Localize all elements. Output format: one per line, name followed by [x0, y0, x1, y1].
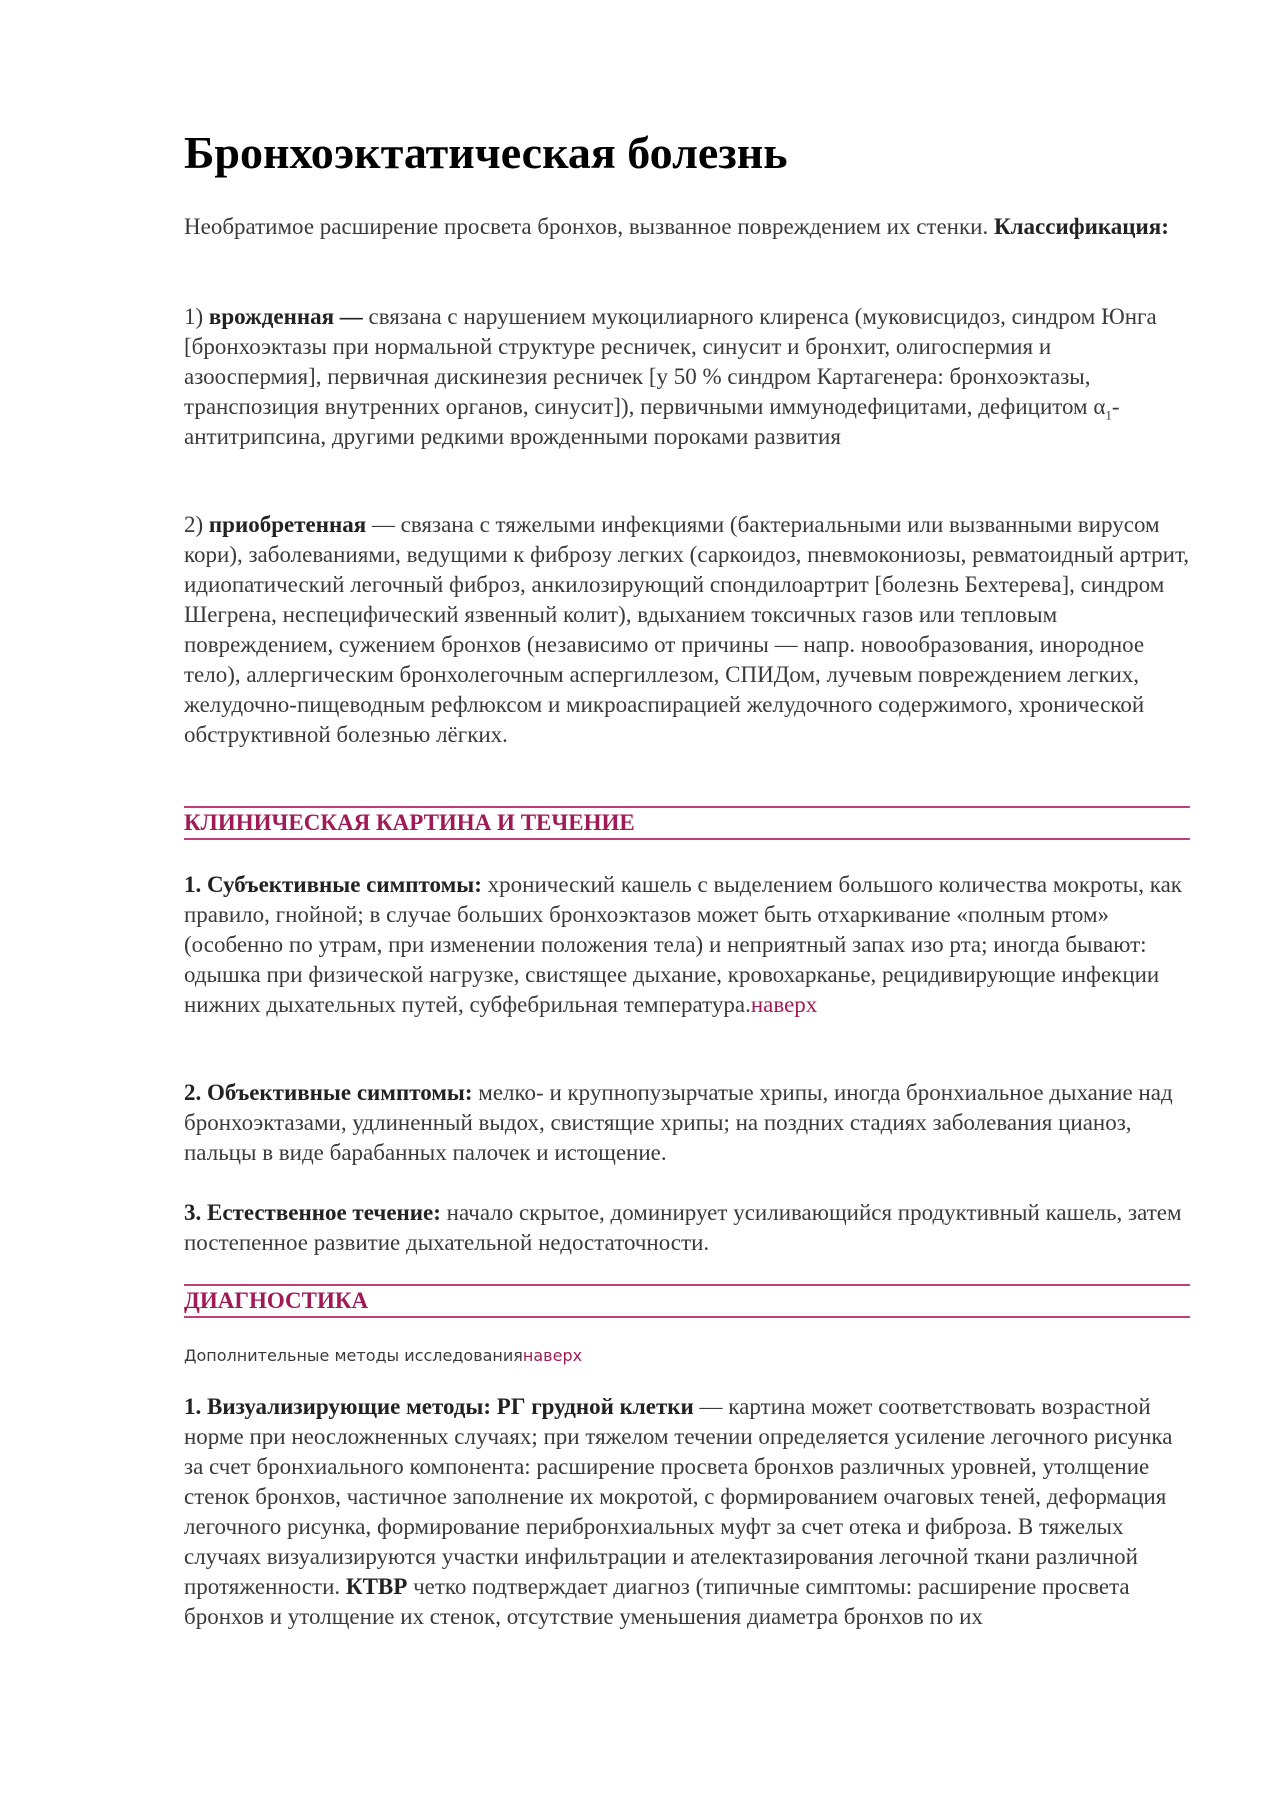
objective-paragraph	[184, 1078, 1190, 1168]
intro-paragraph	[184, 212, 1190, 242]
additional-methods-line	[184, 1345, 1190, 1367]
additional-methods-text: Дополнительные методы исследования	[184, 1346, 523, 1365]
natural-course-label: 3. Естественное течение:	[184, 1200, 441, 1225]
page-title: Бронхоэктатическая болезнь	[184, 127, 788, 178]
acquired-number: 2)	[184, 512, 204, 537]
congenital-paragraph	[184, 302, 1190, 452]
congenital-text-end: -антитрипсина, другими редкими врожденными пороками развития	[184, 394, 1120, 449]
hrct-term: КТВР	[345, 1574, 408, 1599]
objective-text: мелко- и крупнопузырчатые хрипы, иногда бронхиальное дыхание над бронхоэктазами, удлиненный выдох, свистящие хрипы; на поздних стадиях заболевания цианоз, пальцы в виде барабанных палочек и истощение.	[184, 1080, 1173, 1165]
acquired-term: приобретенная	[208, 512, 367, 537]
natural-course-text: начало скрытое, доминирует усиливающийся продуктивный кашель, затем постепенное развитие дыхательной недостаточности.	[184, 1200, 1182, 1255]
section-diagnostics-title: ДИАГНОСТИКА	[184, 1288, 369, 1313]
section-header-diagnostics	[184, 1284, 1190, 1318]
back-to-top-link-2[interactable]: наверх	[522, 1346, 583, 1365]
section-header-clinical	[184, 806, 1190, 840]
subjective-paragraph	[184, 870, 1190, 1020]
imaging-paragraph	[184, 1392, 1190, 1632]
imaging-text: — картина может соответствовать возрастной норме при неосложненных случаях; при тяжелом течении определяется усиление легочного рисунка за счет бронхиального компонента: расширение просвета бронхов различных уровней, утолщение стенок бронхов, частичное заполнение их мокротой, с формированием очаговых теней, деформация легочного рисунка, формирование перибронхиальных муфт за счет отека и фиброза. В тяжелых случаях визуализируются участки инфильтрации и ателектазирования легочной ткани различной протяженности.	[184, 1394, 1173, 1599]
acquired-text: — связана с тяжелыми инфекциями (бактериальными или вызванными вирусом кори), заболеваниями, ведущими к фиброзу легких (саркоидоз, пневмокониозы, ревматоидный артрит, идиопатический легочный фиброз, анкилозирующий спондилоартрит [болезнь Бехтерева], синдром Шегрена, неспецифический язвенный колит), вдыханием токсичных газов или тепловым повреждением, сужением бронхов (независимо от причины — напр. новообразования, инородное тело), аллергическим бронхолегочным аспергиллезом, СПИДом, лучевым повреждением легких, желудочно-пищеводным рефлюксом и микроаспирацией желудочного содержимого, хронической обструктивной болезнью лёгких.	[184, 512, 1190, 747]
congenital-number: 1)	[184, 304, 204, 329]
congenital-text: связана с нарушением мукоцилиарного клиренса (муковисцидоз, синдром Юнга [бронхоэктазы при нормальной структуре ресничек, синусит и бронхит, олигоспермия и азооспермия], первичная дискинезия ресничек [у 50 % синдром Картагенера: бронхоэктазы, транспозиция внутренних органов, синусит]), первичными иммунодефицитами, дефицитом α	[184, 304, 1157, 419]
subjective-label: 1. Субъективные симптомы:	[184, 872, 482, 897]
alpha-subscript: 1	[1105, 407, 1112, 423]
congenital-term: врожденная —	[208, 304, 363, 329]
back-to-top-link[interactable]: наверх	[750, 992, 818, 1017]
intro-text: Необратимое расширение просвета бронхов, вызванное повреждением их стенки.	[184, 214, 989, 239]
imaging-label: 1. Визуализирующие методы: РГ грудной клетки	[184, 1394, 694, 1419]
acquired-paragraph	[184, 510, 1190, 750]
objective-label: 2. Объективные симптомы:	[184, 1080, 473, 1105]
imaging-text-end: четко подтверждает диагноз (типичные симптомы: расширение просвета бронхов и утолщение их стенок, отсутствие уменьшения диаметра бронхов по их	[184, 1574, 1130, 1629]
classification-label: Классификация:	[993, 214, 1169, 239]
subjective-text: хронический кашель с выделением большого количества мокроты, как правило, гнойной; в случае больших бронхоэктазов может быть отхаркивание «полным ртом» (особенно по утрам, при изменении положения тела) и неприятный запах изо рта; иногда бывают: одышка при физической нагрузке, свистящее дыхание, кровохарканье, рецидивирующие инфекции нижних дыхательных путей, субфебрильная температура.	[184, 872, 1182, 1017]
section-clinical-title: КЛИНИЧЕСКАЯ КАРТИНА И ТЕЧЕНИЕ	[184, 810, 635, 835]
natural-course-paragraph	[184, 1198, 1190, 1258]
